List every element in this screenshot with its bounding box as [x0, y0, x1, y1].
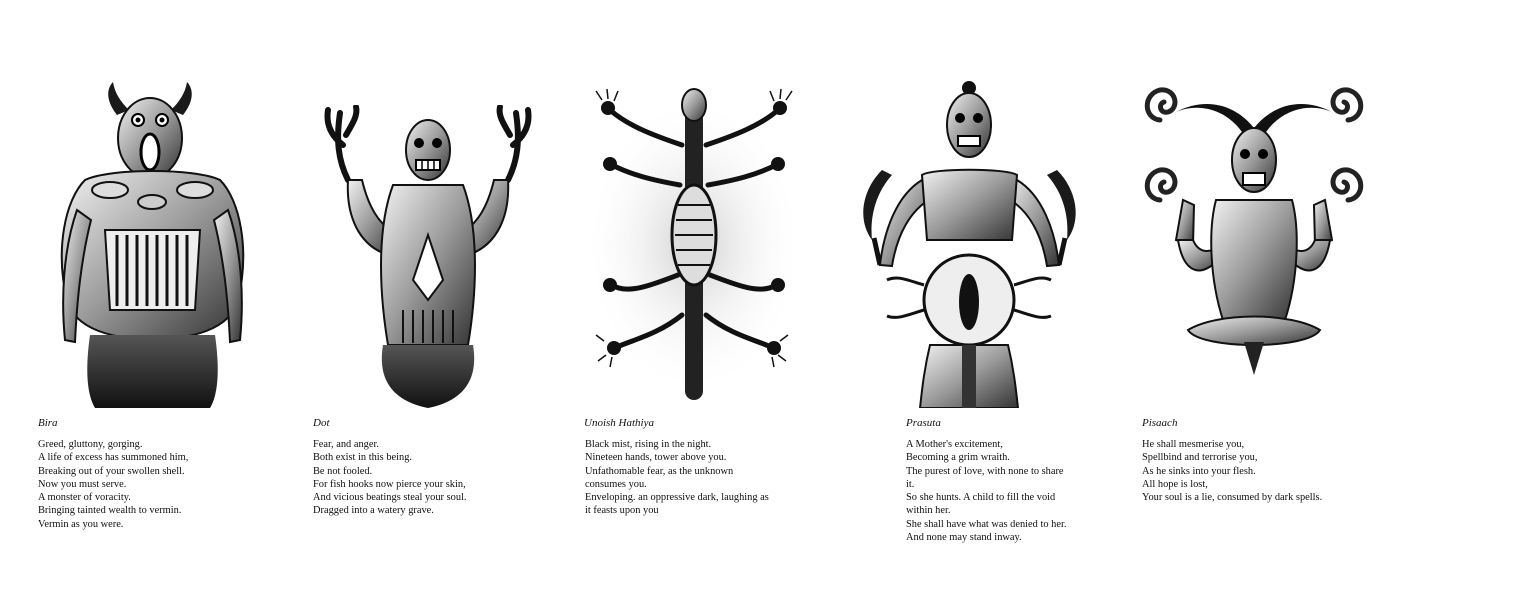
- verse-line: within her.: [906, 505, 951, 517]
- verse-line: And none may stand inway.: [906, 532, 1022, 544]
- creature-verse: [906, 438, 1066, 544]
- verse-line: Black mist, rising in the night.: [585, 439, 712, 450]
- verse-line: Both exist in this being.: [313, 452, 413, 464]
- verse-line: Spellbind and terrorise you,: [1142, 452, 1258, 464]
- creature-name: Dot: [313, 417, 330, 429]
- verse-line: He shall mesmerise you,: [1142, 439, 1245, 450]
- verse-line: Now you must serve.: [38, 478, 127, 490]
- creature-name: Pisaach: [1142, 417, 1178, 429]
- creature-verse: [38, 438, 188, 531]
- verse-line: it feasts upon you: [585, 505, 659, 517]
- horned-glutton-figure-icon: [55, 80, 250, 408]
- verse-line: Vermin as you were.: [38, 518, 124, 530]
- verse-line: She shall have what was denied to her.: [906, 518, 1067, 530]
- nineteen-handed-mist-figure-icon: [582, 85, 807, 408]
- verse-line: A life of excess has summoned him,: [38, 452, 189, 464]
- verse-line: So she hunts. A child to fill the void: [906, 492, 1056, 504]
- verse-line: A Mother's excitement,: [906, 439, 1003, 450]
- creature-name: Prasuta: [906, 417, 941, 429]
- verse-line: Enveloping. an oppressive dark, laughing as: [585, 492, 769, 504]
- horned-meditating-demon-figure-icon: [1138, 80, 1370, 375]
- creature-verse: [585, 438, 769, 518]
- creature-name: Bira: [38, 417, 58, 429]
- verse-line: consumes you.: [585, 478, 647, 490]
- verse-line: Bringing tainted wealth to vermin.: [38, 505, 182, 517]
- verse-line: As he sinks into your flesh.: [1142, 465, 1256, 477]
- verse-line: A monster of voracity.: [38, 492, 131, 504]
- verse-line: The purest of love, with none to share: [906, 465, 1064, 477]
- verse-line: Your soul is a lie, consumed by dark spells.: [1142, 492, 1323, 504]
- verse-line: it.: [906, 478, 915, 490]
- verse-line: Nineteen hands, tower above you.: [585, 452, 727, 464]
- verse-line: Unfathomable fear, as the unknown: [585, 465, 734, 477]
- verse-line: All hope is lost,: [1142, 478, 1208, 490]
- verse-line: Fear, and anger.: [313, 439, 379, 450]
- verse-line: Greed, gluttony, gorging.: [38, 439, 143, 450]
- verse-line: And vicious beatings steal your soul.: [313, 492, 467, 504]
- sickle-wielding-wraith-figure-icon: [852, 80, 1087, 408]
- creature-verse: [1142, 438, 1322, 504]
- verse-line: Breaking out of your swollen shell.: [38, 465, 185, 477]
- verse-line: Becoming a grim wraith.: [906, 452, 1010, 464]
- creature-verse: [313, 438, 467, 518]
- creature-name: Unoish Hathiya: [584, 417, 654, 429]
- verse-line: Be not fooled.: [313, 465, 373, 477]
- branch-armed-skeletal-figure-icon: [318, 105, 538, 408]
- verse-line: For fish hooks now pierce your skin,: [313, 478, 466, 490]
- verse-line: Dragged into a watery grave.: [313, 505, 434, 517]
